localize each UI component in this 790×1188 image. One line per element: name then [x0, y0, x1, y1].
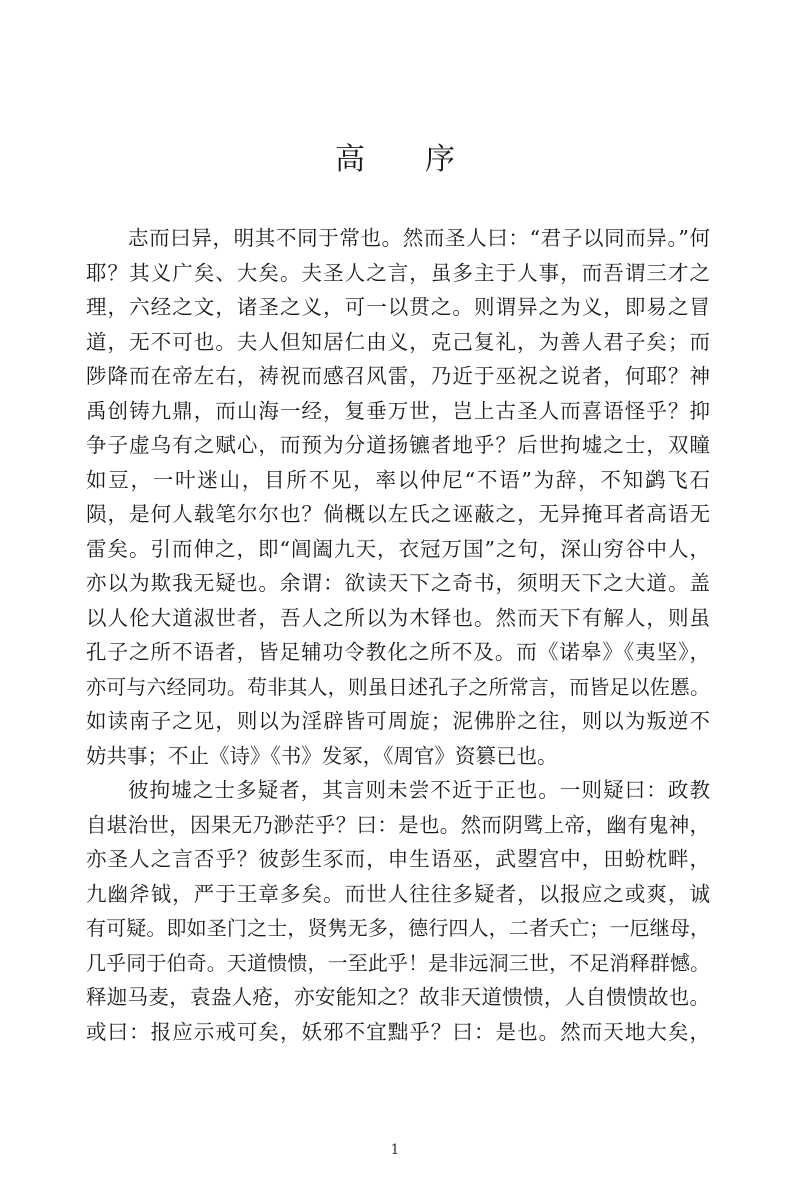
text-line: 志而曰异，明其不同于常也。然而圣人曰：“君子以同而异。”何 [128, 226, 710, 250]
text-line: 有可疑。即如圣门之士，贤隽无多，德行四人，二者夭亡；一厄继母， [86, 916, 710, 940]
text-line: 如读南子之见，则以为淫辟皆可周旋；泥佛肸之往，则以为叛逆不 [86, 709, 710, 733]
text-line: 亦可与六经同功。苟非其人，则虽日述孔子之所常言，而皆足以佐慝。 [86, 674, 710, 699]
text-line: 陨，是何人载笔尔尔也？倘概以左氏之诬蔽之，无异掩耳者高语无 [86, 502, 710, 526]
text-line: 自堪治世，因果无乃渺茫乎？曰：是也。然而阴骘上帝，幽有鬼神， [86, 812, 710, 837]
text-line: 亦圣人之言否乎？彼彭生豕而，申生语巫，武曌宫中，田蚡枕畔， [86, 847, 710, 871]
text-line: 九幽斧钺，严于王章多矣。而世人往往多疑者，以报应之或爽，诚 [86, 881, 710, 906]
text-line: 争子虚乌有之赋心，而预为分道扬镳者地乎？后世拘墟之士，双瞳 [86, 433, 710, 457]
title-char-2: 序 [425, 142, 455, 177]
text-line: 彼拘墟之士多疑者，其言则未尝不近于正也。一则疑曰：政教 [128, 778, 710, 802]
page-number: 1 [390, 1142, 400, 1158]
text-line: 或曰：报应示戒可矣，妖邪不宜黜乎？曰：是也。然而天地大矣， [86, 1019, 710, 1044]
text-line: 几乎同于伯奇。天道愦愦，一至此乎！是非远洞三世，不足消释群憾。 [86, 950, 710, 975]
text-line: 如豆，一叶迷山，目所不见，率以仲尼“不语”为辞，不知鹢飞石 [86, 467, 710, 492]
text-line: 理，六经之文，诸圣之义，可一以贯之。则谓异之为义，即易之冒 [86, 295, 710, 319]
page-title [0, 140, 790, 180]
text-line: 孔子之所不语者，皆足辅功令教化之所不及。而《诺皋》《夷坚》， [86, 640, 710, 664]
text-line: 亦以为欺我无疑也。余谓：欲读天下之奇书，须明天下之大道。盖 [86, 571, 710, 595]
text-line: 陟降而在帝左右，祷祝而感召风雷，乃近于巫祝之说者，何耶？神 [86, 364, 710, 388]
text-line: 释迦马麦，袁盎人疮，亦安能知之？故非天道愦愦，人自愦愦故也。 [86, 985, 710, 1009]
text-line: 以人伦大道淑世者，吾人之所以为木铎也。然而天下有解人，则虽 [86, 605, 710, 630]
body-text [86, 221, 710, 1049]
title-char-1: 高 [335, 142, 365, 177]
text-line: 道，无不可也。夫人但知居仁由义，克己复礼，为善人君子矣；而 [86, 329, 710, 354]
text-line: 妨共事；不止《诗》《书》发冢，《周官》资篡已也。 [86, 743, 558, 768]
text-line: 耶？其义广矣、大矣。夫圣人之言，虽多主于人事，而吾谓三才之 [86, 260, 710, 285]
text-line: 雷矣。引而伸之，即“阊阖九天，衣冠万国”之句，深山穷谷中人， [86, 536, 710, 561]
text-line: 禹创铸九鼎，而山海一经，复垂万世，岂上古圣人而喜语怪乎？抑 [86, 398, 710, 423]
